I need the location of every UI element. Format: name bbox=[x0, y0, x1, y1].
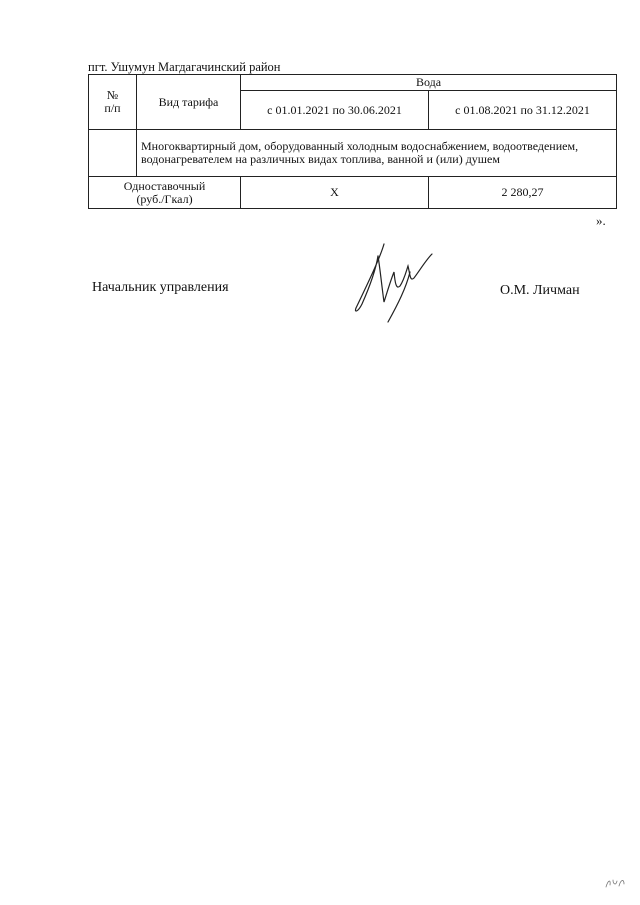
period-1-header bbox=[241, 91, 429, 130]
handwritten-signature bbox=[340, 238, 440, 328]
table-row bbox=[89, 177, 617, 209]
column-number-label: № п/п bbox=[104, 88, 121, 115]
period-1-label: с 01.01.2021 по 30.06.2021 bbox=[267, 102, 402, 117]
column-tariff-type-label: Вид тарифа bbox=[158, 94, 219, 109]
column-tariff-type-header bbox=[137, 75, 241, 130]
position-title: Начальник управления bbox=[92, 280, 229, 295]
rate-period-2-cell bbox=[429, 177, 617, 209]
table-header-row bbox=[89, 75, 617, 91]
rate-period-2-value: 2 280,27 bbox=[501, 185, 544, 199]
consumer-description-cell bbox=[137, 130, 617, 177]
rate-period-1-cell bbox=[241, 177, 429, 209]
empty-number-cell bbox=[89, 130, 137, 177]
period-2-label: с 01.08.2021 по 31.12.2021 bbox=[455, 102, 590, 117]
tariff-table bbox=[88, 74, 617, 209]
rate-label-cell bbox=[89, 177, 241, 209]
rate-period-1-value: Х bbox=[330, 185, 339, 199]
consumer-description: Многоквартирный дом, оборудованный холодным водоснабжением, водоотведением, водонагревателем на различных видах топлива, ванной и (или) душем bbox=[141, 139, 579, 166]
table-row bbox=[89, 130, 617, 177]
period-2-header bbox=[429, 91, 617, 130]
column-number-header bbox=[89, 75, 137, 130]
locality-caption: пгт. Ушумун Магдагачинский район bbox=[88, 60, 281, 74]
signer-name: О.М. Личман bbox=[500, 283, 580, 298]
column-group-header bbox=[241, 75, 617, 91]
corner-initials-mark bbox=[604, 876, 626, 890]
rate-label: Одноставочный (руб./Гкал) bbox=[123, 178, 206, 206]
closing-quote-mark: ». bbox=[596, 213, 606, 228]
column-group-label: Вода bbox=[415, 75, 442, 89]
